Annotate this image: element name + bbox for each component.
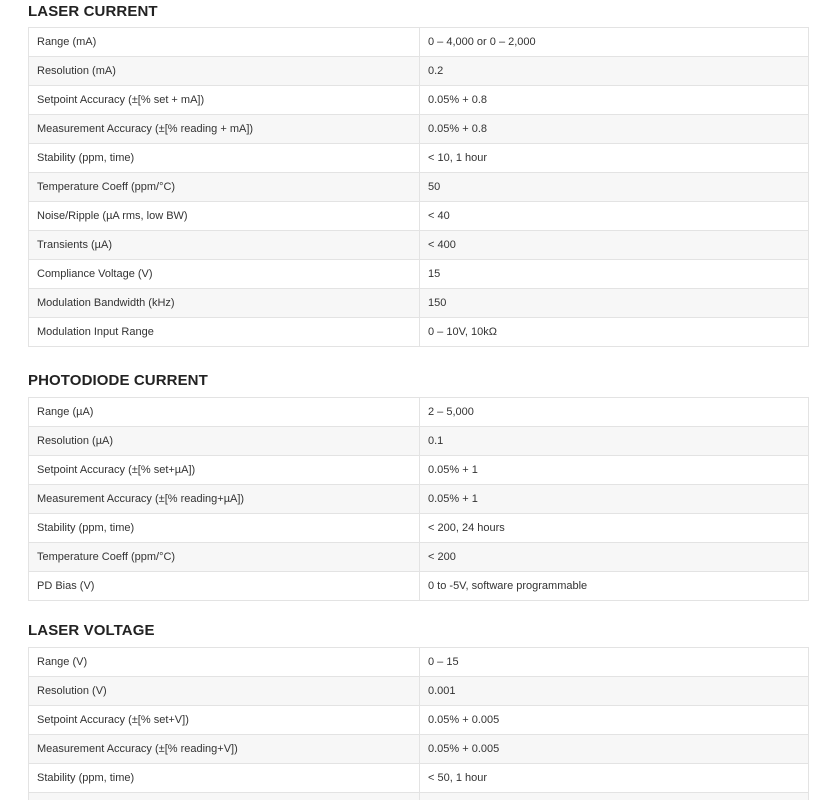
row-value: < 400	[420, 231, 809, 260]
table-row	[29, 706, 809, 735]
row-value: 0 – 10V, 10kΩ	[420, 318, 809, 347]
row-label: PD Bias (V)	[29, 572, 420, 601]
row-value: 0.05% + 0.005	[420, 735, 809, 764]
row-value: < 200	[420, 543, 809, 572]
row-label: Range (V)	[29, 648, 420, 677]
row-value: 0 – 4,000 or 0 – 2,000	[420, 28, 809, 57]
row-value: 15	[420, 260, 809, 289]
table-row	[29, 485, 809, 514]
table-row	[29, 260, 809, 289]
table-row	[29, 231, 809, 260]
row-value: 0.05% + 1	[420, 485, 809, 514]
row-label: Transients (µA)	[29, 231, 420, 260]
table-row	[29, 318, 809, 347]
row-value: 0.05% + 1	[420, 456, 809, 485]
table-row	[29, 144, 809, 173]
row-label: Setpoint Accuracy (±[% set+V])	[29, 706, 420, 735]
row-value: 0.1	[420, 427, 809, 456]
table-row	[29, 793, 809, 800]
table-row	[29, 456, 809, 485]
section-title-photodiode-current: PHOTODIODE CURRENT	[28, 372, 208, 389]
section-title-laser-current: LASER CURRENT	[28, 3, 158, 20]
row-value	[420, 793, 809, 800]
table-row	[29, 28, 809, 57]
row-label: Temperature Coeff (ppm/°C)	[29, 173, 420, 202]
row-label: Resolution (mA)	[29, 57, 420, 86]
row-label: Noise/Ripple (µA rms, low BW)	[29, 202, 420, 231]
table-row	[29, 648, 809, 677]
row-label: Resolution (µA)	[29, 427, 420, 456]
table-row	[29, 543, 809, 572]
row-label: Resolution (V)	[29, 677, 420, 706]
row-label: Measurement Accuracy (±[% reading+µA])	[29, 485, 420, 514]
laser-voltage-table	[28, 647, 809, 800]
row-label: Range (mA)	[29, 28, 420, 57]
row-label: Compliance Voltage (V)	[29, 260, 420, 289]
row-value: 0 – 15	[420, 648, 809, 677]
row-label: Stability (ppm, time)	[29, 514, 420, 543]
section-title-laser-voltage: LASER VOLTAGE	[28, 622, 155, 639]
row-value: 0.001	[420, 677, 809, 706]
table-row	[29, 735, 809, 764]
row-value: < 200, 24 hours	[420, 514, 809, 543]
table-row	[29, 427, 809, 456]
table-row	[29, 202, 809, 231]
row-value: 2 – 5,000	[420, 398, 809, 427]
row-value: 150	[420, 289, 809, 318]
row-label: Measurement Accuracy (±[% reading+V])	[29, 735, 420, 764]
row-label: Stability (ppm, time)	[29, 764, 420, 793]
table-row	[29, 289, 809, 318]
table-row	[29, 572, 809, 601]
table-row	[29, 173, 809, 202]
row-label: Modulation Input Range	[29, 318, 420, 347]
row-value: < 40	[420, 202, 809, 231]
row-value: 50	[420, 173, 809, 202]
row-value: 0.2	[420, 57, 809, 86]
table-row	[29, 677, 809, 706]
table-row	[29, 764, 809, 793]
row-label	[29, 793, 420, 800]
row-label: Range (µA)	[29, 398, 420, 427]
row-value: 0.05% + 0.8	[420, 115, 809, 144]
table-row	[29, 86, 809, 115]
table-row	[29, 398, 809, 427]
row-value: < 50, 1 hour	[420, 764, 809, 793]
table-row	[29, 57, 809, 86]
row-label: Setpoint Accuracy (±[% set + mA])	[29, 86, 420, 115]
row-value: 0.05% + 0.005	[420, 706, 809, 735]
row-label: Measurement Accuracy (±[% reading + mA])	[29, 115, 420, 144]
laser-current-table	[28, 27, 809, 347]
table-row	[29, 115, 809, 144]
row-label: Stability (ppm, time)	[29, 144, 420, 173]
row-value: < 10, 1 hour	[420, 144, 809, 173]
row-label: Temperature Coeff (ppm/°C)	[29, 543, 420, 572]
row-label: Modulation Bandwidth (kHz)	[29, 289, 420, 318]
row-label: Setpoint Accuracy (±[% set+µA])	[29, 456, 420, 485]
photodiode-current-table	[28, 397, 809, 601]
row-value: 0.05% + 0.8	[420, 86, 809, 115]
table-row	[29, 514, 809, 543]
row-value: 0 to -5V, software programmable	[420, 572, 809, 601]
